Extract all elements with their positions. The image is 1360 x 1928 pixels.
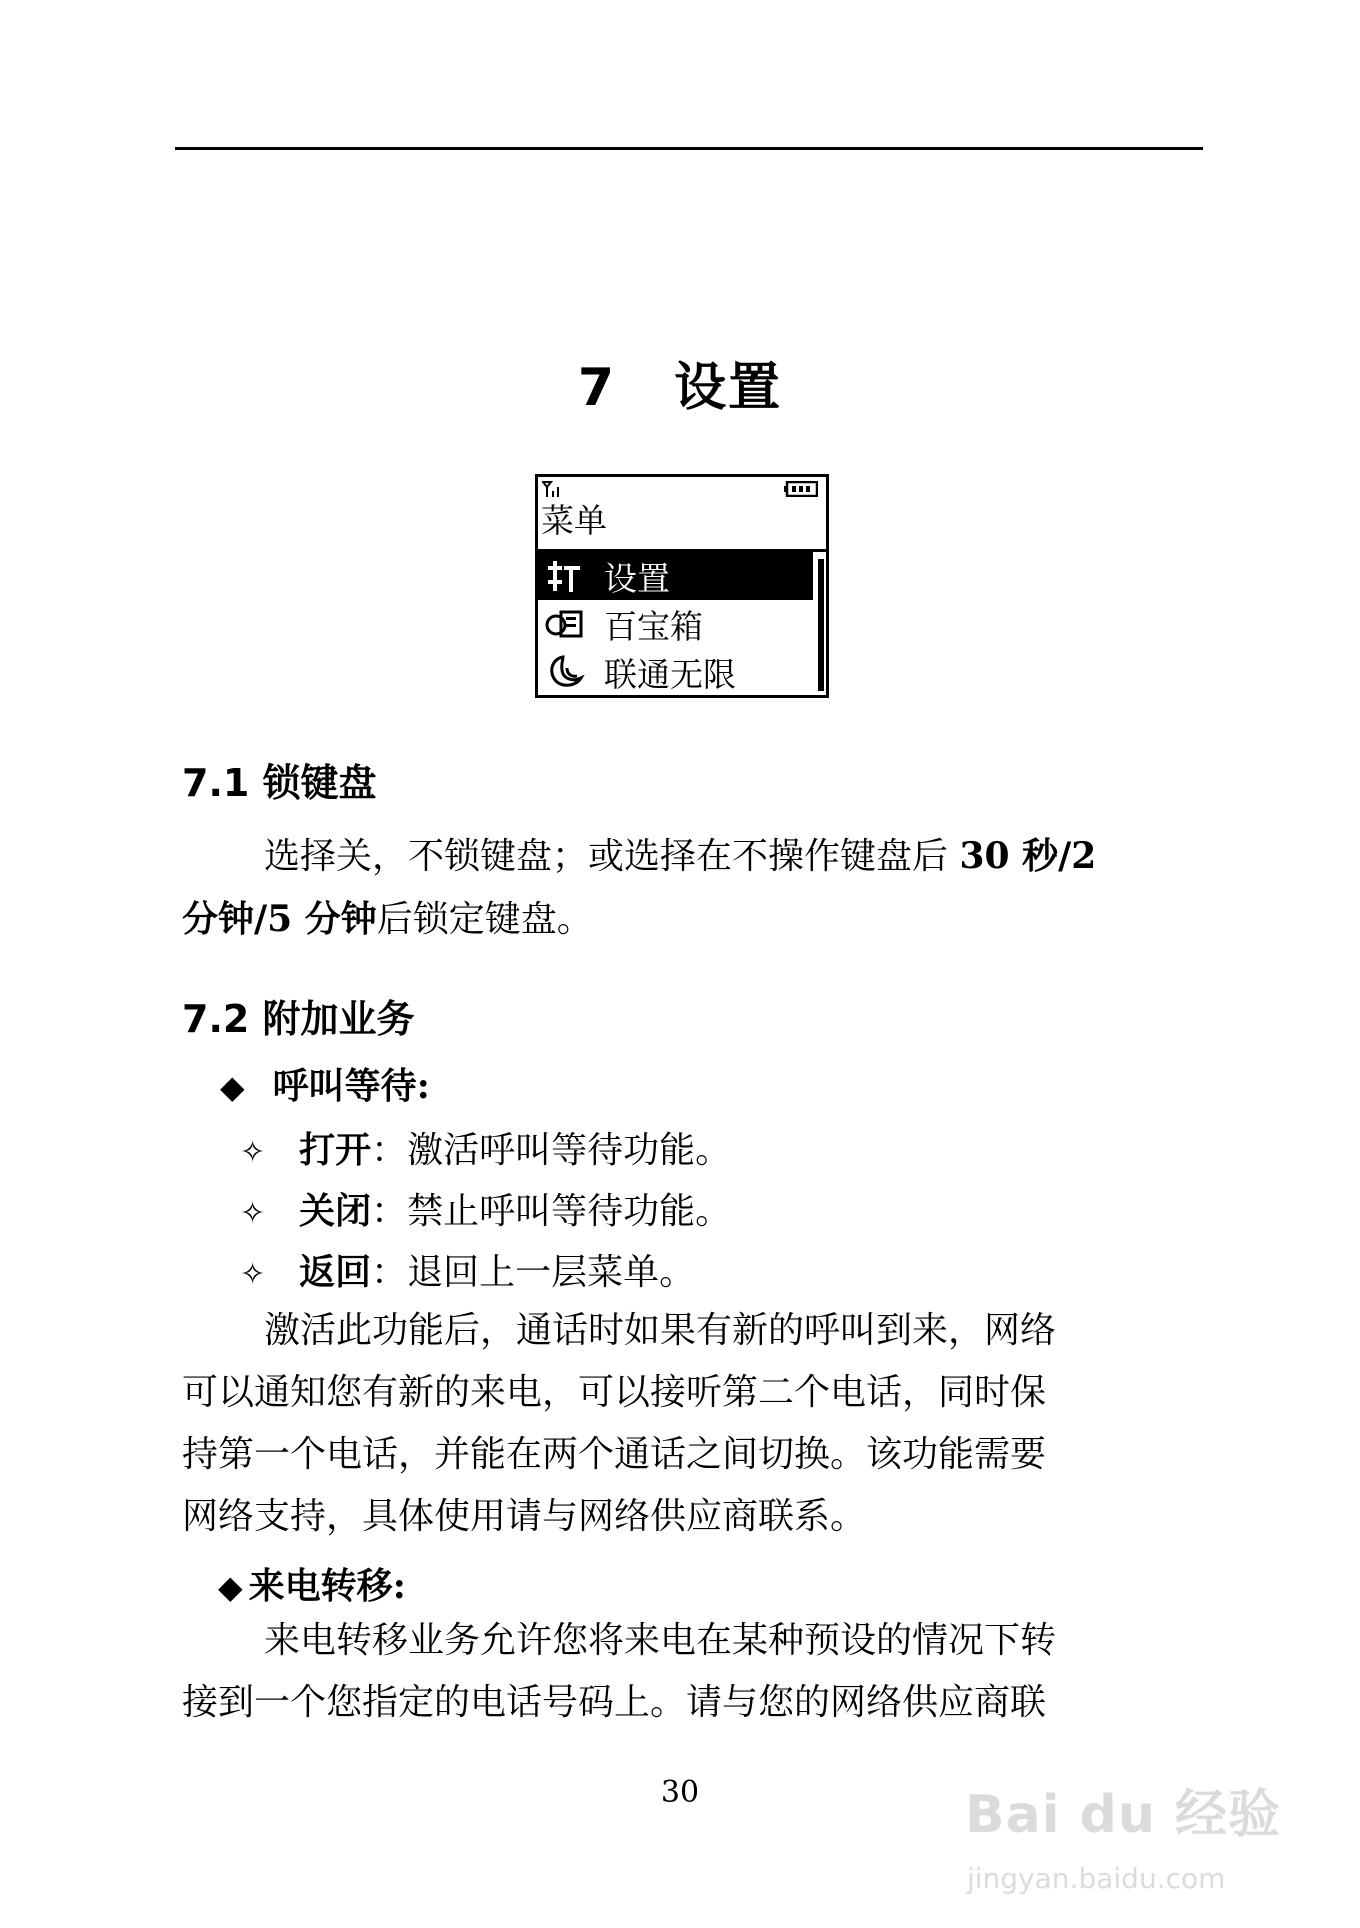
option-item <box>240 1183 731 1234</box>
menu-item-label: 百宝箱 <box>604 606 703 646</box>
paragraph-line: 网络支持，具体使用请与网络供应商联系。 <box>182 1496 867 1537</box>
section-7-1-paragraph <box>182 825 1192 951</box>
option-lead: 关闭 <box>299 1190 372 1232</box>
bullet-heading: 呼叫等待: <box>272 1065 430 1107</box>
menu-item-label: 设置 <box>604 558 670 598</box>
diamond-bullet-icon: ◆ <box>220 1068 245 1106</box>
watermark-url: jingyan.baidu.com <box>967 1862 1226 1895</box>
chapter-number: 7 <box>577 358 617 418</box>
option-item <box>240 1244 695 1295</box>
option-text: ：激活呼叫等待功能。 <box>371 1130 732 1171</box>
paragraph-bold: 30 秒/2 <box>959 835 1097 877</box>
option-text: ：退回上一层菜单。 <box>371 1252 696 1293</box>
bullet-call-forward <box>218 1558 406 1609</box>
sparkle-bullet-icon: ✧ <box>240 1257 266 1292</box>
option-text: ：禁止呼叫等待功能。 <box>371 1191 732 1232</box>
menu-item-label: 联通无限 <box>604 654 736 694</box>
call-forward-paragraph <box>182 1610 1192 1734</box>
header-rule <box>175 147 1203 150</box>
paragraph-line: 持第一个电话，并能在两个通话之间切换。该功能需要 <box>182 1434 1047 1475</box>
paragraph-bold: 分钟/5 分钟 <box>182 898 377 940</box>
phone-screen <box>535 474 829 698</box>
menu-item-toolbox[interactable] <box>538 600 826 648</box>
page-number: 30 <box>660 1775 700 1810</box>
paragraph-text: 选择关，不锁键盘；或选择在不操作键盘后 <box>264 836 960 877</box>
menu-item-unicom[interactable] <box>538 648 826 696</box>
settings-icon <box>542 557 588 595</box>
menu-list <box>538 549 826 696</box>
signal-icon <box>542 480 562 498</box>
paragraph-line: 激活此功能后，通话时如果有新的呼叫到来，网络 <box>264 1310 1057 1351</box>
status-bar <box>538 477 826 501</box>
unicom-icon <box>542 653 588 691</box>
screen-title: 菜单 <box>541 501 607 540</box>
toolbox-icon <box>542 605 588 643</box>
call-waiting-paragraph <box>182 1300 1192 1548</box>
paragraph-line: 可以通知您有新的来电，可以接听第二个电话，同时保 <box>182 1372 1047 1413</box>
battery-icon <box>784 481 818 497</box>
watermark-logo: Bai du 经验 <box>965 1785 1281 1845</box>
paragraph-text: 后锁定键盘。 <box>376 899 593 940</box>
baidu-jingyan-watermark <box>965 1762 1295 1912</box>
paragraph-line: 来电转移业务允许您将来电在某种预设的情况下转 <box>264 1620 1057 1661</box>
option-lead: 打开 <box>299 1129 372 1171</box>
section-heading-7-1: 7.1 锁键盘 <box>182 761 377 805</box>
section-heading-7-2: 7.2 附加业务 <box>182 997 415 1041</box>
bullet-call-waiting <box>220 1058 430 1109</box>
option-item <box>240 1122 731 1173</box>
menu-item-settings[interactable] <box>538 552 813 600</box>
option-lead: 返回 <box>299 1251 372 1293</box>
chapter-title <box>0 345 1360 420</box>
chapter-name: 设置 <box>674 358 783 418</box>
sparkle-bullet-icon: ✧ <box>240 1135 266 1170</box>
sparkle-bullet-icon: ✧ <box>240 1196 266 1231</box>
paragraph-line: 接到一个您指定的电话号码上。请与您的网络供应商联 <box>182 1682 1047 1723</box>
bullet-heading: 来电转移: <box>248 1565 406 1607</box>
diamond-bullet-icon: ◆ <box>218 1568 243 1606</box>
scrollbar[interactable] <box>818 559 824 691</box>
